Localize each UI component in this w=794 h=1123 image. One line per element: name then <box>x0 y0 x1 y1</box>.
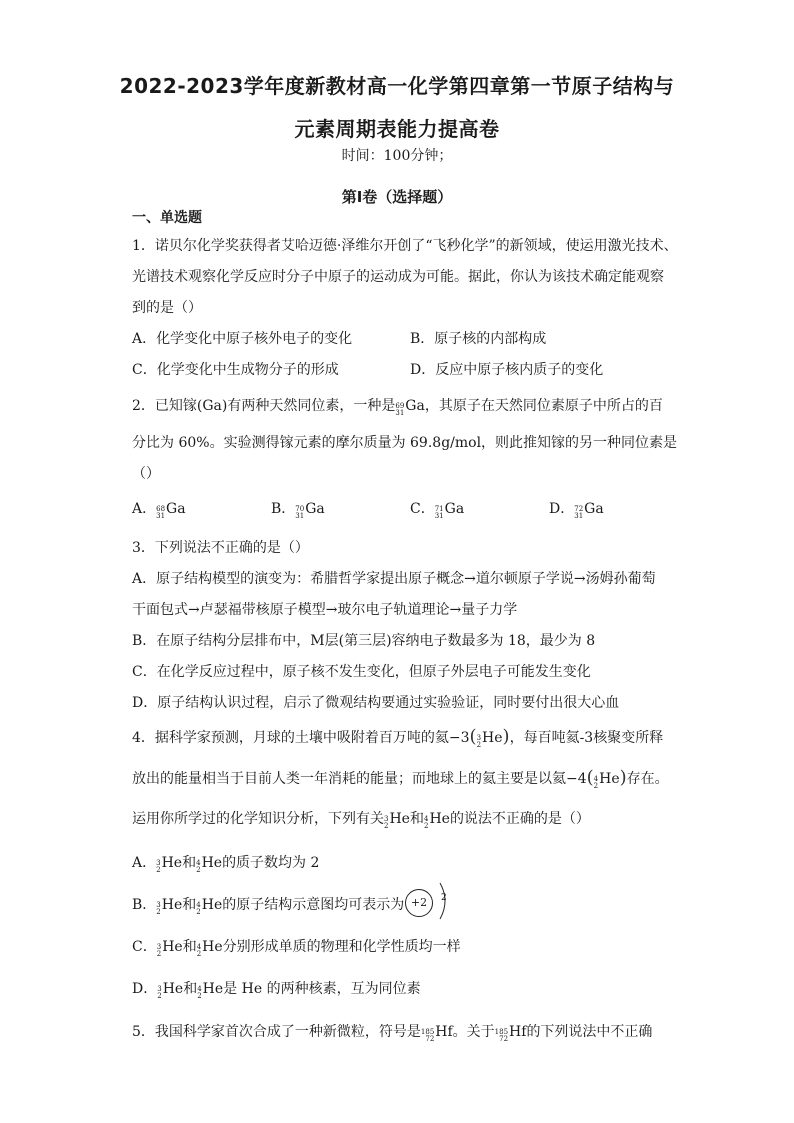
q2-line-2: 分比为 60%。实验测得镓元素的摩尔质量为 69.8g/mol，则此推知镓的另一种同位素是 <box>132 435 678 451</box>
isotope-atomic-number: 72 <box>499 1035 509 1043</box>
q2-option-b <box>271 498 325 520</box>
option-label: D． <box>549 501 575 517</box>
isotope-mass: 72 <box>574 505 584 513</box>
q1-line-1: 1．诺贝尔化学奖获得者艾哈迈德·泽维尔开创了“飞秒化学”的新领域，使运用激光技术、 <box>132 238 678 254</box>
q2-option-d <box>549 498 604 520</box>
q5-text-b: 。关于 <box>452 1024 495 1040</box>
q1-option-d: D．反应中原子核内质子的变化 <box>410 362 604 378</box>
q4-text-f: 的说法不正确的是（） <box>449 811 590 827</box>
isotope-symbol: He <box>482 730 503 746</box>
isotope-symbol: Ga <box>166 501 186 517</box>
q1-line-3: 到的是（） <box>132 300 202 316</box>
isotope-mass: 3 <box>156 859 161 867</box>
option-label: A． <box>132 501 157 517</box>
isotope-symbol: Ga <box>444 501 465 517</box>
isotope-atomic-number: 2 <box>196 950 202 958</box>
paren-open: ( <box>586 767 594 788</box>
conjunction: 和 <box>182 897 197 913</box>
isotope-atomic-number: 2 <box>156 866 161 874</box>
isotope-he-4 <box>197 939 223 958</box>
q3-option-a-line-2: 干面包式→卢瑟福带核原子模型→玻尔电子轨道理论→量子力学 <box>132 602 518 618</box>
isotope-mass: 4 <box>423 815 429 823</box>
q3-option-c: C．在化学反应过程中，原子核不发生变化，但原子外层电子可能发生变化 <box>132 664 591 680</box>
option-text: 是 He 的两种核素，互为同位素 <box>223 981 421 997</box>
option-label: A． <box>132 855 157 871</box>
paren-open: ( <box>469 726 477 747</box>
isotope-atomic-number: 2 <box>196 908 201 916</box>
isotope-symbol: He <box>429 811 450 827</box>
conjunction: 和 <box>182 939 197 955</box>
isotope-atomic-number: 31 <box>295 512 305 520</box>
document-title-line-1: 2022-2023学年度新教材高一化学第四章第一节原子结构与 <box>119 74 675 98</box>
isotope-mass: 70 <box>295 505 305 513</box>
atomic-structure-nucleus: +2 <box>405 889 433 917</box>
isotope-ga-70 <box>295 501 324 520</box>
isotope-atomic-number: 31 <box>434 512 444 520</box>
option-text: 的原子结构示意图均可表示为 <box>222 897 405 913</box>
isotope-he-3 <box>156 897 182 916</box>
conjunction: 和 <box>409 811 424 827</box>
isotope-symbol: He <box>161 855 183 871</box>
section-title: 第I卷（选择题） <box>341 188 453 206</box>
q4-text-b: ，每百吨氦-3核聚变所释 <box>509 730 664 746</box>
isotope-symbol: He <box>201 855 223 871</box>
isotope-mass: 3 <box>384 815 389 823</box>
paren-close: ) <box>619 767 627 788</box>
isotope-symbol: He <box>162 981 184 997</box>
isotope-mass: 4 <box>196 901 201 909</box>
paren-close: ) <box>502 726 510 747</box>
isotope-symbol: He <box>202 939 223 955</box>
q2-line-1 <box>132 395 663 417</box>
isotope-mass: 71 <box>434 505 444 513</box>
isotope-atomic-number: 2 <box>197 992 202 1000</box>
isotope-atomic-number: 2 <box>156 950 162 958</box>
q2-text-b: ，其原子在天然同位素原子中所占的百 <box>424 398 663 414</box>
q4-line-3 <box>132 808 590 830</box>
option-text: 分别形成单质的物理和化学性质均一样 <box>222 939 461 955</box>
q4-line-2 <box>132 767 669 790</box>
isotope-he-4 <box>594 771 620 790</box>
option-label: C． <box>132 939 157 955</box>
q3-option-a-line-1: A．原子结构模型的演变为：希腊哲学家提出原子概念→道尔顿原子学说→汤姆孙葡萄 <box>132 571 656 587</box>
q4-option-b <box>132 894 404 916</box>
isotope-symbol: He <box>599 771 620 787</box>
isotope-symbol: He <box>201 897 223 913</box>
isotope-mass: 4 <box>593 775 599 783</box>
electron-shell-count: 2 <box>441 893 447 903</box>
q2-line-3: （） <box>132 466 160 482</box>
q4-text-e: 运用你所学过的化学知识分析，下列有关 <box>132 811 384 827</box>
isotope-mass: 69 <box>395 402 405 410</box>
isotope-mass: 3 <box>476 734 482 742</box>
isotope-mass: 3 <box>156 943 162 951</box>
isotope-symbol: Hf <box>435 1024 453 1040</box>
isotope-mass: 185 <box>420 1028 435 1036</box>
isotope-ga-71 <box>435 501 464 520</box>
isotope-atomic-number: 2 <box>593 782 599 790</box>
isotope-mass: 3 <box>156 901 161 909</box>
isotope-symbol: He <box>162 939 183 955</box>
isotope-he-3 <box>157 981 183 1000</box>
q4-text-a: 4．据科学家预测，月球的土壤中吸附着百万吨的氦−3 <box>132 730 470 746</box>
conjunction: 和 <box>183 981 198 997</box>
isotope-atomic-number: 2 <box>476 741 482 749</box>
q3-option-b: B．在原子结构分层排布中，M层(第三层)容纳电子数最多为 18，最少为 8 <box>132 633 596 649</box>
isotope-he-3 <box>156 855 182 874</box>
isotope-atomic-number: 31 <box>574 512 584 520</box>
q4-line-1 <box>132 726 663 749</box>
isotope-atomic-number: 2 <box>423 822 429 830</box>
option-label: B． <box>271 501 296 517</box>
isotope-he-4 <box>424 811 450 830</box>
q4-text-d: 存在。 <box>626 771 669 787</box>
isotope-hf-185 <box>495 1024 527 1043</box>
isotope-mass: 4 <box>197 985 202 993</box>
isotope-he-3 <box>477 730 503 749</box>
option-label: C． <box>410 501 435 517</box>
isotope-mass: 68 <box>156 505 166 513</box>
isotope-atomic-number: 2 <box>384 822 389 830</box>
isotope-symbol: Hf <box>509 1024 527 1040</box>
document-title-line-2: 元素周期表能力提高卷 <box>294 117 500 141</box>
exam-time: 时间：100分钟； <box>341 148 453 164</box>
q4-option-d <box>132 978 421 1000</box>
q1-option-a: A．化学变化中原子核外电子的变化 <box>132 331 353 347</box>
q3-line-1: 3．下列说法不正确的是（） <box>132 540 309 556</box>
isotope-atomic-number: 31 <box>156 512 166 520</box>
isotope-ga-68 <box>156 501 185 520</box>
isotope-ga-69 <box>395 398 424 417</box>
isotope-he-4 <box>197 981 223 1000</box>
q4-text-c: 放出的能量相当于目前人类一年消耗的能量；而地球上的氦主要是以氦−4 <box>132 771 587 787</box>
isotope-symbol: He <box>389 811 410 827</box>
question-type-heading: 一、单选题 <box>132 210 202 226</box>
isotope-atomic-number: 72 <box>425 1035 435 1043</box>
isotope-symbol: Ga <box>405 398 425 414</box>
isotope-atomic-number: 2 <box>157 992 162 1000</box>
isotope-symbol: Ga <box>305 501 325 517</box>
isotope-mass: 185 <box>494 1028 509 1036</box>
q4-option-c <box>132 936 461 958</box>
isotope-atomic-number: 31 <box>395 409 405 417</box>
option-label: D． <box>132 981 158 997</box>
isotope-hf-185 <box>421 1024 453 1043</box>
isotope-ga-72 <box>574 501 603 520</box>
isotope-mass: 4 <box>196 859 201 867</box>
q4-option-a <box>132 852 319 874</box>
isotope-he-3 <box>384 811 410 830</box>
q5-text-a: 5．我国科学家首次合成了一种新微粒，符号是 <box>132 1024 421 1040</box>
q2-option-a <box>132 498 186 520</box>
q1-option-b: B．原子核的内部构成 <box>410 331 547 347</box>
q3-option-d: D．原子结构认识过程，启示了微观结构要通过实验验证，同时要付出很大心血 <box>132 695 620 711</box>
conjunction: 和 <box>182 855 197 871</box>
isotope-symbol: He <box>161 897 183 913</box>
q5-line-1 <box>132 1021 652 1043</box>
isotope-he-3 <box>157 939 183 958</box>
isotope-atomic-number: 2 <box>196 866 201 874</box>
isotope-atomic-number: 2 <box>156 908 161 916</box>
isotope-mass: 4 <box>196 943 202 951</box>
q5-text-c: 的下列说法中不正确 <box>526 1024 653 1040</box>
q2-option-c <box>410 498 464 520</box>
isotope-he-4 <box>196 855 222 874</box>
q1-option-c: C．化学变化中生成物分子的形成 <box>132 362 339 378</box>
isotope-symbol: He <box>202 981 224 997</box>
isotope-symbol: Ga <box>584 501 604 517</box>
isotope-he-4 <box>196 897 222 916</box>
option-label: B． <box>132 897 157 913</box>
q2-text-a: 2．已知镓(Ga)有两种天然同位素，一种是 <box>132 398 396 414</box>
option-text: 的质子数均为 2 <box>222 855 320 871</box>
isotope-mass: 3 <box>157 985 162 993</box>
q1-line-2: 光谱技术观察化学反应时分子中原子的运动成为可能。据此，你认为该技术确定能观察 <box>132 269 664 285</box>
